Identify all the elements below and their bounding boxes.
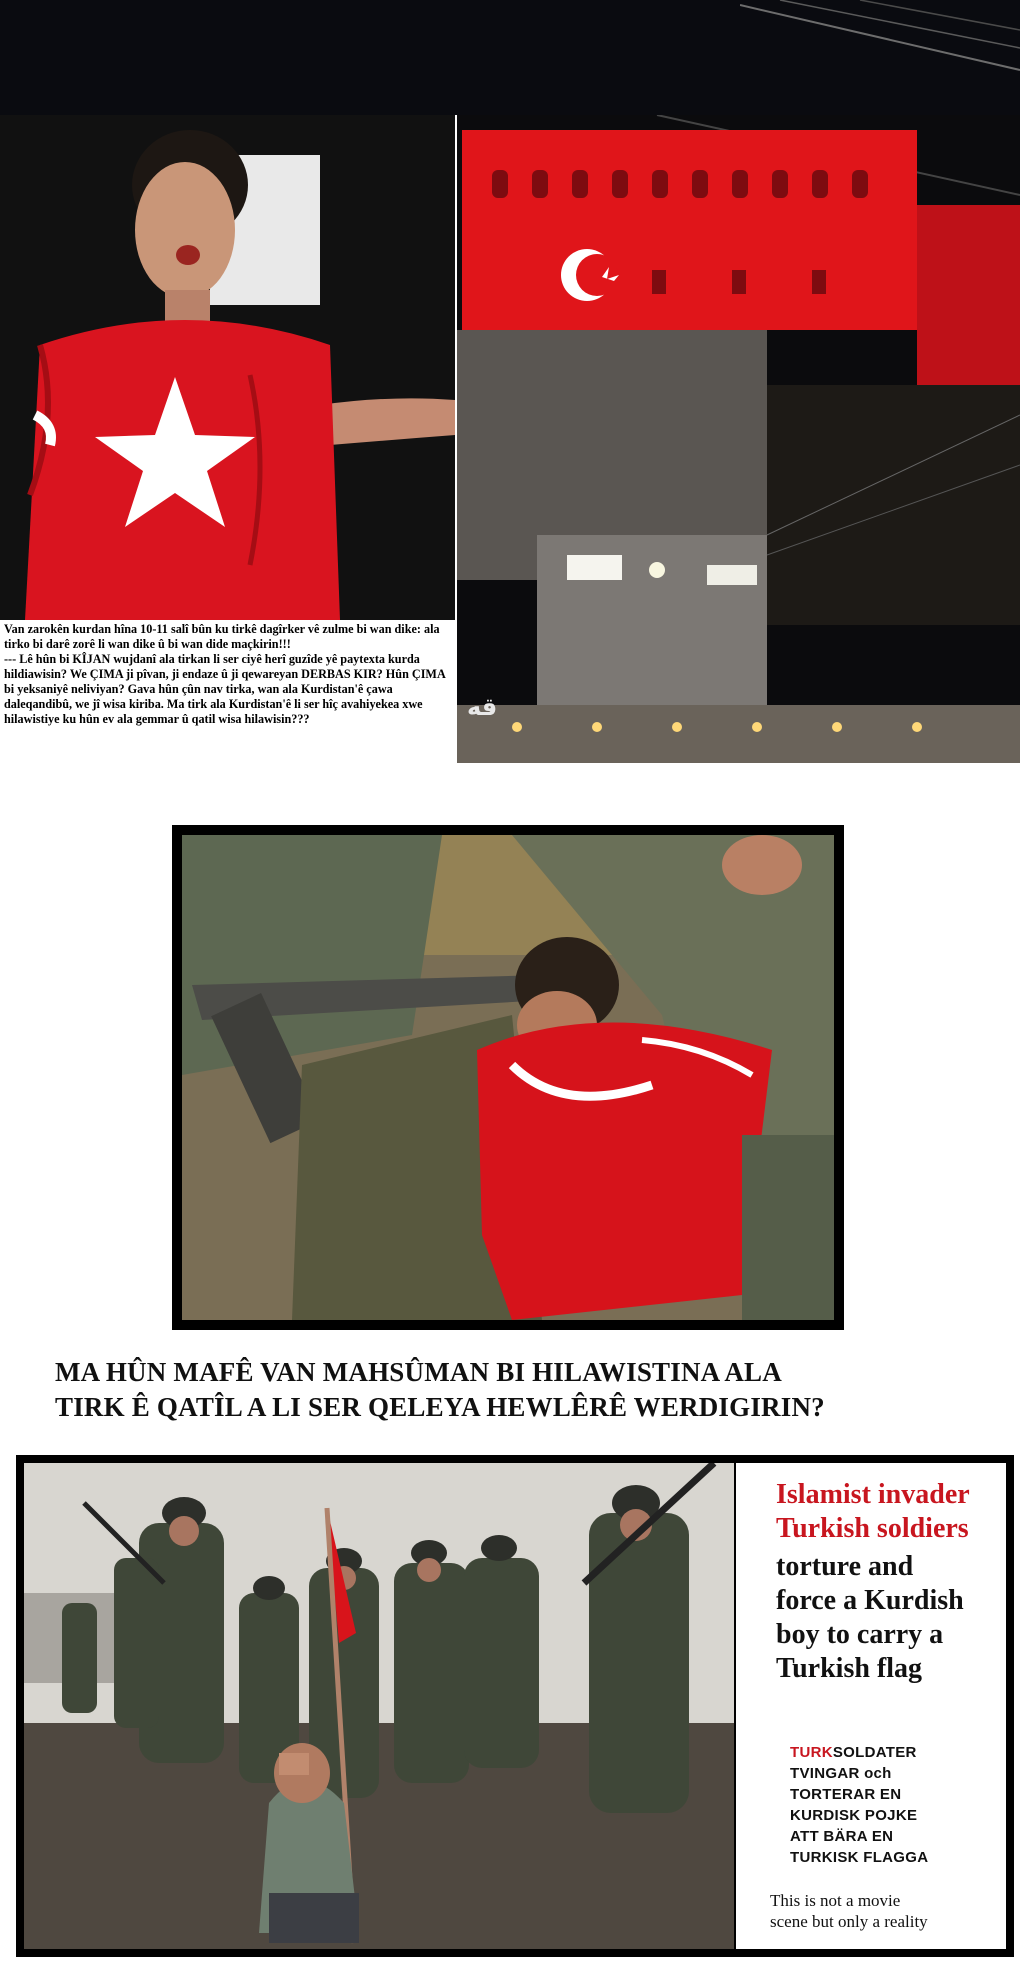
castle-sign: قه‌ — [467, 693, 498, 721]
swedish-line-1 — [790, 1742, 917, 1763]
swedish-line-3: TORTERAR EN — [790, 1786, 902, 1803]
reality-note: This is not a movie scene but only a reality — [770, 1891, 928, 1931]
english-red-line-1: Islamist invader — [776, 1479, 970, 1510]
headline-line-2: TIRK Ê QATÎL A LI SER QELEYA HEWLÊRÊ WERDIGIRIN? — [55, 1392, 825, 1422]
kurdish-headline — [55, 1355, 995, 1425]
power-cables — [740, 0, 1020, 115]
swedish-line-5: ATT BÄRA EN — [790, 1828, 894, 1845]
kurdish-caption: Van zarokên kurdan hîna 10-11 salî bûn ku tirkê dagîrker vê zulme bi wan dike: ala tirko bi darê zorê li wan dike û bi wan dide maçkirin!!! --- Lê hûn bi KÎJAN wujdanî ala tirkan li ser ciyê herî guzîde yê paytexta kurda hildiawisin? We ÇIMA ji pîvan, ji endaze û ji qewareyan DERBAS KIR? Hûn ÇIMA bi yeksaniyê neliviyan? Gava hûn çûn nav tirka, wan ala Kurdistan'ê çawa daleqandibû, we jî wisa kiriba. Ma tirk ala Kurdistan'ê li ser hîç avahiyekea xwe hilawistiye ku hûn ev ala gemmar û qatil wisa hilawisin??? — [4, 622, 446, 726]
photo-boy-with-flag — [0, 115, 455, 620]
photo-castle-flag-projection — [457, 115, 1020, 763]
english-line-1: torture and — [776, 1551, 914, 1582]
swedish-line-6: TURKISK FLAGGA — [790, 1849, 929, 1866]
photo-soldiers-field — [24, 1463, 734, 1949]
english-line-4: Turkish flag — [776, 1653, 923, 1684]
english-red-line-2: Turkish soldiers — [776, 1513, 969, 1544]
swedish-turk-red: TURK — [790, 1744, 833, 1761]
photo-soldiers-with-boy — [182, 835, 834, 1320]
boy-face — [135, 162, 235, 298]
swedish-line-2: TVINGAR och — [790, 1765, 892, 1782]
swedish-line-4: KURDISK POJKE — [790, 1807, 918, 1824]
english-line-3: boy to carry a — [776, 1619, 944, 1650]
swedish-soldater: SOLDATER — [832, 1744, 917, 1761]
turkish-flag — [477, 1023, 772, 1321]
castle-wall-red — [462, 130, 917, 330]
english-line-2: force a Kurdish — [776, 1585, 964, 1616]
top-dark-strip — [0, 0, 1020, 115]
headline-line-1: MA HÛN MAFÊ VAN MAHSÛMAN BI HILAWISTINA ALA — [55, 1357, 782, 1387]
